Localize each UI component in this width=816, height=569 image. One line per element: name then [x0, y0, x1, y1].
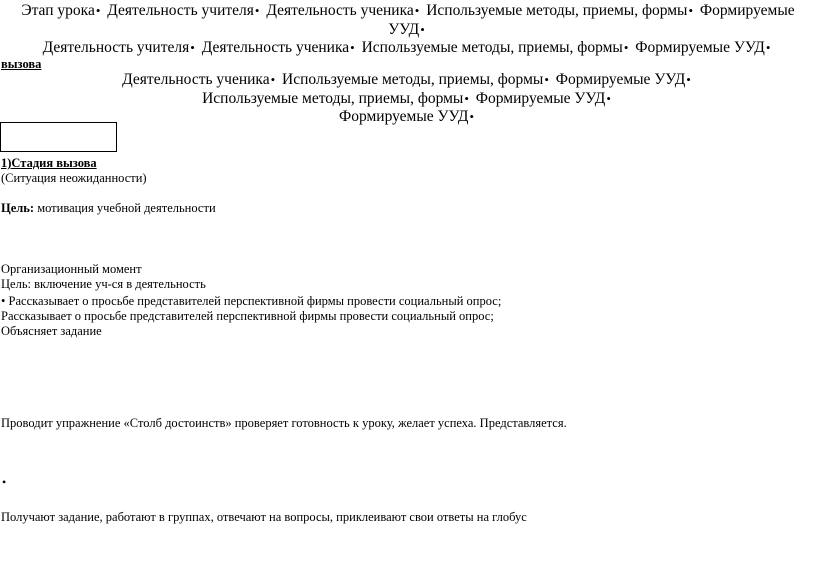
- header-row-4: [0, 89, 816, 108]
- stage-goal: [1, 201, 216, 216]
- header-methods: Используемые методы, приемы, формы: [426, 2, 688, 19]
- bullet-icon: •: [1, 294, 6, 308]
- org-repeat-item: Рассказывает о просьбе представителей перспективной фирмы провести социальный опрос;: [1, 309, 494, 323]
- org-goal: Цель: включение уч-ся в деятельность: [1, 277, 206, 291]
- goal-text: мотивация учебной деятельности: [34, 201, 216, 215]
- header-row-5: [0, 107, 816, 126]
- header-methods: Используемые методы, приемы, формы: [361, 39, 623, 56]
- bullet-icon: •: [765, 40, 771, 55]
- header-methods: Используемые методы, приемы, формы: [282, 71, 544, 88]
- header-uud: Формируемые УУД: [475, 90, 606, 107]
- header-student: Деятельность ученика: [122, 71, 270, 88]
- org-bullet-text: Рассказывает о просьбе представителей перспективной фирмы провести социальный опрос;: [5, 294, 502, 308]
- stage-title: 1)Стадия вызова: [1, 156, 97, 170]
- header-uud: Формируемые УУД: [388, 2, 795, 38]
- org-bullet-item: [1, 294, 501, 309]
- header-uud: Формируемые УУД: [555, 71, 686, 88]
- bullet-icon: •: [686, 72, 691, 87]
- header-student: Деятельность ученика: [266, 2, 414, 19]
- bullet-icon: •: [350, 40, 355, 55]
- stage-word: вызова: [1, 57, 42, 71]
- bullet-icon: •: [623, 40, 629, 55]
- bullet-icon: •: [606, 91, 611, 106]
- bullet-icon: •: [270, 72, 276, 87]
- header-student: Деятельность ученика: [201, 39, 350, 56]
- students-text: Получают задание, работают в группах, отвечают на вопросы, приклеивают свои ответы на глобус: [1, 510, 527, 524]
- bullet-icon: •: [95, 3, 101, 18]
- bullet-icon: •: [190, 40, 195, 55]
- bullet-icon: •: [2, 475, 7, 489]
- bullet-icon: •: [464, 91, 469, 106]
- header-teacher: Деятельность учителя: [107, 2, 254, 19]
- bullet-icon: •: [420, 22, 425, 37]
- bullet-icon: •: [469, 109, 475, 124]
- header-stage: Этап урока: [21, 2, 95, 19]
- bullet-icon: •: [414, 3, 420, 18]
- bullet-icon: •: [544, 72, 549, 87]
- header-uud: Формируемые УУД: [635, 39, 765, 56]
- header-methods: Используемые методы, приемы, формы: [202, 90, 464, 107]
- empty-box: [0, 122, 117, 152]
- bullet-icon: •: [688, 3, 694, 18]
- header-row-1: [0, 1, 816, 39]
- exercise-text: Проводит упражнение «Столб достоинств» проверяет готовность к уроку, желает успеха. Представляется.: [1, 416, 567, 430]
- org-title: Организационный момент: [1, 262, 142, 276]
- header-uud: Формируемые УУД: [338, 108, 469, 125]
- header-row-3: [0, 70, 816, 89]
- goal-label: Цель:: [1, 201, 35, 215]
- header-teacher: Деятельность учителя: [42, 39, 190, 56]
- stage-subtitle: (Ситуация неожиданности): [1, 171, 147, 185]
- header-row-2: [0, 38, 816, 57]
- bullet-icon: •: [254, 3, 260, 18]
- org-explains: Объясняет задание: [1, 324, 102, 338]
